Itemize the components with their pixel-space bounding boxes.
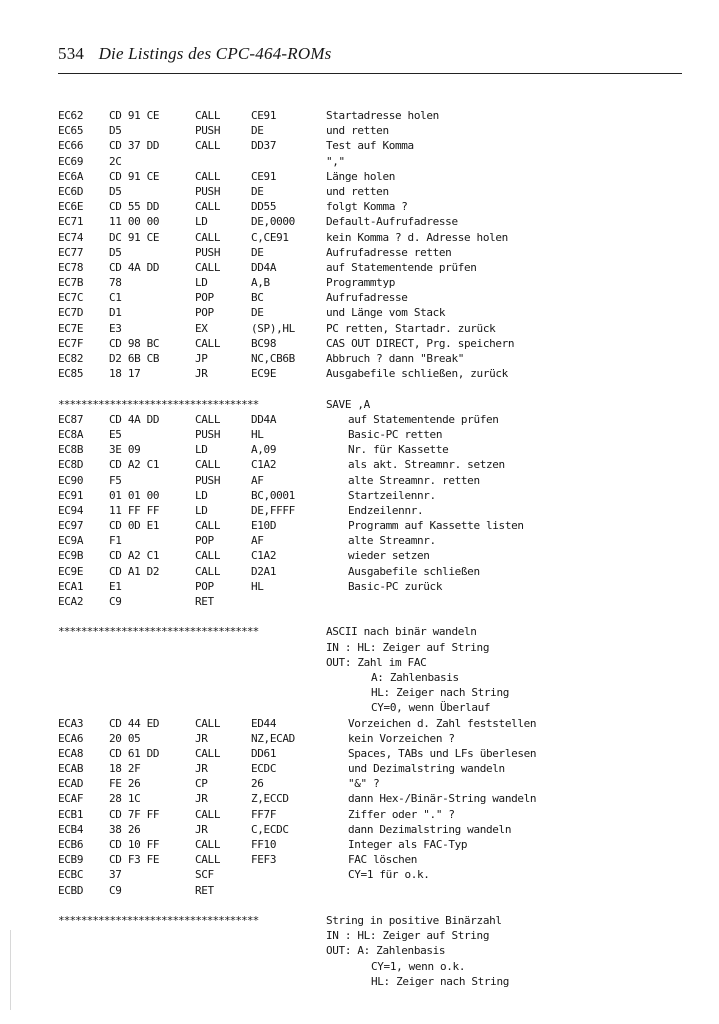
section-description-line xyxy=(58,670,698,685)
comment: alte Streamnr. xyxy=(348,534,436,548)
address: EC65 xyxy=(58,124,84,138)
mnemonic: JR xyxy=(195,367,208,381)
address: EC94 xyxy=(58,503,84,517)
comment: und retten xyxy=(326,184,389,198)
address: ECA3 xyxy=(58,716,84,730)
section-description-line xyxy=(58,959,698,974)
section-header-line xyxy=(58,397,698,412)
opcode-bytes: 11 00 00 xyxy=(109,215,160,229)
block-spacer xyxy=(58,609,698,624)
code-line xyxy=(58,442,698,457)
comment: kein Komma ? d. Adresse holen xyxy=(326,230,508,244)
address: EC91 xyxy=(58,488,84,502)
operand: HL xyxy=(251,579,264,593)
opcode-bytes: D5 xyxy=(109,245,122,259)
address: ECB9 xyxy=(58,853,84,867)
comment: und retten xyxy=(326,124,389,138)
operand: A,B xyxy=(251,276,270,290)
address: ECAB xyxy=(58,762,84,776)
code-line xyxy=(58,169,698,184)
header-rule xyxy=(58,73,682,74)
mnemonic: CALL xyxy=(195,169,221,183)
address: EC62 xyxy=(58,109,84,122)
opcode-bytes: 3E 09 xyxy=(109,443,141,457)
code-line xyxy=(58,138,698,153)
code-line xyxy=(58,275,698,290)
operand: E10D xyxy=(251,519,277,533)
operand: DD61 xyxy=(251,746,277,760)
operand: Z,ECCD xyxy=(251,792,289,806)
mnemonic: CALL xyxy=(195,549,221,563)
address: EC8B xyxy=(58,443,84,457)
comment: Ziffer oder "." ? xyxy=(348,807,455,821)
code-line xyxy=(58,488,698,503)
opcode-bytes: D2 6B CB xyxy=(109,352,160,365)
address: EC6E xyxy=(58,200,84,214)
address: EC71 xyxy=(58,215,84,229)
separator-stars: *********************************** xyxy=(58,625,259,639)
opcode-bytes: 2C xyxy=(109,154,122,168)
code-line xyxy=(58,123,698,138)
comment: Test auf Komma xyxy=(326,139,414,153)
operand: FEF3 xyxy=(251,853,277,867)
code-line xyxy=(58,548,698,563)
operand: D2A1 xyxy=(251,564,277,578)
mnemonic: RET xyxy=(195,883,214,897)
opcode-bytes: E5 xyxy=(109,427,122,441)
mnemonic: CALL xyxy=(195,746,221,760)
code-line xyxy=(58,579,698,594)
section-title: ASCII nach binär wandeln xyxy=(326,625,477,639)
mnemonic: PUSH xyxy=(195,245,221,259)
mnemonic: CALL xyxy=(195,260,221,274)
address: EC7D xyxy=(58,306,84,320)
page-header xyxy=(58,44,681,72)
code-line xyxy=(58,199,698,214)
operand: DD4A xyxy=(251,412,277,426)
mnemonic: JR xyxy=(195,731,208,745)
code-line xyxy=(58,245,698,260)
mnemonic: LD xyxy=(195,276,208,290)
opcode-bytes: D5 xyxy=(109,124,122,138)
mnemonic: POP xyxy=(195,291,214,305)
comment: und Dezimalstring wandeln xyxy=(348,762,505,776)
opcode-bytes: 01 01 00 xyxy=(109,488,160,502)
operand: C1A2 xyxy=(251,458,277,472)
comment: auf Statementende prüfen xyxy=(348,412,499,426)
comment: CY=1 für o.k. xyxy=(348,868,430,882)
code-line xyxy=(58,214,698,229)
address: EC85 xyxy=(58,367,84,381)
comment: Endzeilennr. xyxy=(348,503,424,517)
listing-block xyxy=(58,898,698,989)
comment: Programm auf Kassette listen xyxy=(348,519,524,533)
code-line xyxy=(58,427,698,442)
mnemonic: CALL xyxy=(195,109,221,122)
description-text: OUT: A: Zahlenbasis xyxy=(326,944,446,958)
comment: "," xyxy=(326,154,345,168)
opcode-bytes: CD 98 BC xyxy=(109,336,160,350)
address: ECAF xyxy=(58,792,84,806)
opcode-bytes: CD A2 C1 xyxy=(109,458,160,472)
operand: C1A2 xyxy=(251,549,277,563)
section-description-line xyxy=(58,700,698,715)
address: EC74 xyxy=(58,230,84,244)
section-title: String in positive Binärzahl xyxy=(326,913,502,927)
operand: BC98 xyxy=(251,336,277,350)
operand: DD55 xyxy=(251,200,277,214)
address: EC69 xyxy=(58,154,84,168)
mnemonic: PUSH xyxy=(195,124,221,138)
comment: Basic-PC retten xyxy=(348,427,443,441)
comment: alte Streamnr. retten xyxy=(348,473,480,487)
mnemonic: SCF xyxy=(195,868,214,882)
code-line xyxy=(58,473,698,488)
comment: CAS OUT DIRECT, Prg. speichern xyxy=(326,336,515,350)
section-header-line xyxy=(58,913,698,928)
opcode-bytes: 28 1C xyxy=(109,792,141,806)
listing-block xyxy=(58,609,698,898)
opcode-bytes: CD 91 CE xyxy=(109,109,160,122)
opcode-bytes: 37 xyxy=(109,868,122,882)
operand: ED44 xyxy=(251,716,277,730)
comment: Vorzeichen d. Zahl feststellen xyxy=(348,716,537,730)
comment: FAC löschen xyxy=(348,853,417,867)
operand: ECDC xyxy=(251,762,277,776)
address: ECB4 xyxy=(58,822,84,836)
comment: Länge holen xyxy=(326,169,395,183)
opcode-bytes: DC 91 CE xyxy=(109,230,160,244)
address: ECA8 xyxy=(58,746,84,760)
description-text: HL: Zeiger nach String xyxy=(371,974,509,988)
operand: EC9E xyxy=(251,367,277,381)
address: EC7B xyxy=(58,276,84,290)
opcode-bytes: 20 05 xyxy=(109,731,141,745)
opcode-bytes: F1 xyxy=(109,534,122,548)
code-line xyxy=(58,290,698,305)
opcode-bytes: 78 xyxy=(109,276,122,290)
mnemonic: CALL xyxy=(195,336,221,350)
code-line xyxy=(58,837,698,852)
comment: Nr. für Kassette xyxy=(348,443,449,457)
comment: Default-Aufrufadresse xyxy=(326,215,458,229)
operand: FF10 xyxy=(251,838,277,851)
section-title: SAVE ,A xyxy=(326,397,370,411)
address: ECB1 xyxy=(58,807,84,821)
comment: auf Statementende prüfen xyxy=(326,260,477,274)
opcode-bytes: 38 26 xyxy=(109,822,141,836)
address: ECBC xyxy=(58,868,84,882)
address: EC9A xyxy=(58,534,84,548)
listing-block xyxy=(58,381,698,609)
code-line xyxy=(58,852,698,867)
comment: Programmtyp xyxy=(326,276,395,290)
section-description-line xyxy=(58,974,698,989)
section-description-line xyxy=(58,928,698,943)
operand: DD37 xyxy=(251,139,277,153)
comment: Ausgabefile schließen, zurück xyxy=(326,367,508,381)
section-description-line xyxy=(58,655,698,670)
mnemonic: LD xyxy=(195,503,208,517)
comment: als akt. Streamnr. setzen xyxy=(348,458,505,472)
opcode-bytes: D1 xyxy=(109,306,122,320)
operand: DE xyxy=(251,184,264,198)
opcode-bytes: CD 10 FF xyxy=(109,838,160,851)
description-text: CY=1, wenn o.k. xyxy=(371,959,466,973)
opcode-bytes: 18 17 xyxy=(109,367,141,381)
code-line xyxy=(58,716,698,731)
operand: DE,FFFF xyxy=(251,503,295,517)
operand: DE xyxy=(251,306,264,320)
operand: DE xyxy=(251,245,264,259)
code-line xyxy=(58,594,698,609)
address: ECB6 xyxy=(58,838,84,851)
operand: NZ,ECAD xyxy=(251,731,295,745)
code-line xyxy=(58,746,698,761)
description-text: OUT: Zahl im FAC xyxy=(326,655,427,669)
operand: HL xyxy=(251,427,264,441)
operand: BC,0001 xyxy=(251,488,295,502)
code-line xyxy=(58,776,698,791)
description-text: A: Zahlenbasis xyxy=(371,670,459,684)
code-line xyxy=(58,791,698,806)
mnemonic: CALL xyxy=(195,807,221,821)
opcode-bytes: CD 4A DD xyxy=(109,260,160,274)
address: ECA6 xyxy=(58,731,84,745)
operand: 26 xyxy=(251,777,264,791)
code-line xyxy=(58,108,698,123)
code-line xyxy=(58,457,698,472)
mnemonic: PUSH xyxy=(195,473,221,487)
address: EC82 xyxy=(58,352,84,365)
address: EC97 xyxy=(58,519,84,533)
mnemonic: POP xyxy=(195,579,214,593)
opcode-bytes: CD 61 DD xyxy=(109,746,160,760)
assembly-listing xyxy=(58,108,698,989)
mnemonic: LD xyxy=(195,443,208,457)
mnemonic: CALL xyxy=(195,838,221,851)
address: EC6A xyxy=(58,169,84,183)
page-edge-mark xyxy=(10,930,11,1010)
mnemonic: POP xyxy=(195,534,214,548)
code-line xyxy=(58,336,698,351)
operand: C,ECDC xyxy=(251,822,289,836)
mnemonic: CALL xyxy=(195,458,221,472)
comment: "&" ? xyxy=(348,777,380,791)
code-line xyxy=(58,321,698,336)
opcode-bytes: CD 55 DD xyxy=(109,200,160,214)
address: ECAD xyxy=(58,777,84,791)
operand: A,09 xyxy=(251,443,277,457)
block-spacer xyxy=(58,381,698,396)
code-line xyxy=(58,867,698,882)
code-line xyxy=(58,230,698,245)
opcode-bytes: E3 xyxy=(109,321,122,335)
opcode-bytes: 11 FF FF xyxy=(109,503,160,517)
operand: AF xyxy=(251,473,264,487)
listing-block xyxy=(58,108,698,381)
address: EC66 xyxy=(58,139,84,153)
address: EC9B xyxy=(58,549,84,563)
comment: dann Hex-/Binär-String wandeln xyxy=(348,792,537,806)
mnemonic: JR xyxy=(195,762,208,776)
opcode-bytes: CD 44 ED xyxy=(109,716,160,730)
comment: wieder setzen xyxy=(348,549,430,563)
opcode-bytes: CD 7F FF xyxy=(109,807,160,821)
code-line xyxy=(58,366,698,381)
page-number: 534 xyxy=(58,44,85,63)
address: EC90 xyxy=(58,473,84,487)
mnemonic: CALL xyxy=(195,230,221,244)
address: EC7F xyxy=(58,336,84,350)
operand: BC xyxy=(251,291,264,305)
code-line xyxy=(58,731,698,746)
section-description-line xyxy=(58,943,698,958)
mnemonic: CALL xyxy=(195,716,221,730)
section-header-line xyxy=(58,624,698,639)
comment: Spaces, TABs und LFs überlesen xyxy=(348,746,537,760)
address: EC8A xyxy=(58,427,84,441)
comment: kein Vorzeichen ? xyxy=(348,731,455,745)
comment: PC retten, Startadr. zurück xyxy=(326,321,496,335)
operand: AF xyxy=(251,534,264,548)
opcode-bytes: CD F3 FE xyxy=(109,853,160,867)
comment: Abbruch ? dann "Break" xyxy=(326,352,464,365)
address: EC77 xyxy=(58,245,84,259)
comment: dann Dezimalstring wandeln xyxy=(348,822,512,836)
opcode-bytes: C9 xyxy=(109,883,122,897)
opcode-bytes: CD 4A DD xyxy=(109,412,160,426)
address: EC7E xyxy=(58,321,84,335)
comment: Aufrufadresse xyxy=(326,291,408,305)
operand: (SP),HL xyxy=(251,321,295,335)
comment: Integer als FAC-Typ xyxy=(348,838,468,851)
separator-stars: *********************************** xyxy=(58,397,259,411)
code-line xyxy=(58,351,698,366)
code-line xyxy=(58,154,698,169)
address: EC8D xyxy=(58,458,84,472)
opcode-bytes: CD A1 D2 xyxy=(109,564,160,578)
operand: CE91 xyxy=(251,169,277,183)
mnemonic: LD xyxy=(195,215,208,229)
code-line xyxy=(58,184,698,199)
operand: C,CE91 xyxy=(251,230,289,244)
address: EC6D xyxy=(58,184,84,198)
code-line xyxy=(58,260,698,275)
code-line xyxy=(58,412,698,427)
block-spacer xyxy=(58,898,698,913)
operand: DD4A xyxy=(251,260,277,274)
description-text: IN : HL: Zeiger auf String xyxy=(326,929,490,943)
code-line xyxy=(58,807,698,822)
address: EC7C xyxy=(58,291,84,305)
page-title: Die Listings des CPC-464-ROMs xyxy=(98,44,332,63)
opcode-bytes: CD 91 CE xyxy=(109,169,160,183)
opcode-bytes: C9 xyxy=(109,595,122,608)
mnemonic: PUSH xyxy=(195,184,221,198)
mnemonic: CALL xyxy=(195,564,221,578)
mnemonic: JR xyxy=(195,792,208,806)
mnemonic: PUSH xyxy=(195,427,221,441)
comment: Startadresse holen xyxy=(326,109,439,122)
code-line xyxy=(58,305,698,320)
operand: DE xyxy=(251,124,264,138)
separator-stars: *********************************** xyxy=(58,913,259,927)
address: EC78 xyxy=(58,260,84,274)
mnemonic: JP xyxy=(195,352,208,365)
code-line xyxy=(58,518,698,533)
opcode-bytes: CD 0D E1 xyxy=(109,519,160,533)
opcode-bytes: E1 xyxy=(109,579,122,593)
comment: Basic-PC zurück xyxy=(348,579,443,593)
address: ECA1 xyxy=(58,579,84,593)
mnemonic: POP xyxy=(195,306,214,320)
mnemonic: CALL xyxy=(195,139,221,153)
address: ECBD xyxy=(58,883,84,897)
opcode-bytes: CD 37 DD xyxy=(109,139,160,153)
operand: CE91 xyxy=(251,109,277,122)
opcode-bytes: FE 26 xyxy=(109,777,141,791)
operand: DE,0000 xyxy=(251,215,295,229)
opcode-bytes: C1 xyxy=(109,291,122,305)
code-line xyxy=(58,822,698,837)
comment: Ausgabefile schließen xyxy=(348,564,480,578)
opcode-bytes: F5 xyxy=(109,473,122,487)
code-line xyxy=(58,761,698,776)
opcode-bytes: D5 xyxy=(109,184,122,198)
comment: Aufrufadresse retten xyxy=(326,245,452,259)
opcode-bytes: CD A2 C1 xyxy=(109,549,160,563)
section-description-line xyxy=(58,640,698,655)
mnemonic: JR xyxy=(195,822,208,836)
address: EC9E xyxy=(58,564,84,578)
description-text: HL: Zeiger nach String xyxy=(371,686,509,700)
address: EC87 xyxy=(58,412,84,426)
description-text: IN : HL: Zeiger auf String xyxy=(326,640,490,654)
code-line xyxy=(58,883,698,898)
mnemonic: CALL xyxy=(195,519,221,533)
comment: Startzeilennr. xyxy=(348,488,436,502)
operand: NC,CB6B xyxy=(251,352,295,365)
description-text: CY=0, wenn Überlauf xyxy=(371,701,491,715)
address: ECA2 xyxy=(58,595,84,608)
comment: folgt Komma ? xyxy=(326,200,408,214)
section-description-line xyxy=(58,685,698,700)
mnemonic: RET xyxy=(195,595,214,608)
comment: und Länge vom Stack xyxy=(326,306,446,320)
code-line xyxy=(58,533,698,548)
operand: FF7F xyxy=(251,807,277,821)
mnemonic: CP xyxy=(195,777,208,791)
mnemonic: CALL xyxy=(195,200,221,214)
mnemonic: EX xyxy=(195,321,208,335)
opcode-bytes: 18 2F xyxy=(109,762,141,776)
mnemonic: LD xyxy=(195,488,208,502)
code-line xyxy=(58,564,698,579)
mnemonic: CALL xyxy=(195,412,221,426)
code-line xyxy=(58,503,698,518)
mnemonic: CALL xyxy=(195,853,221,867)
